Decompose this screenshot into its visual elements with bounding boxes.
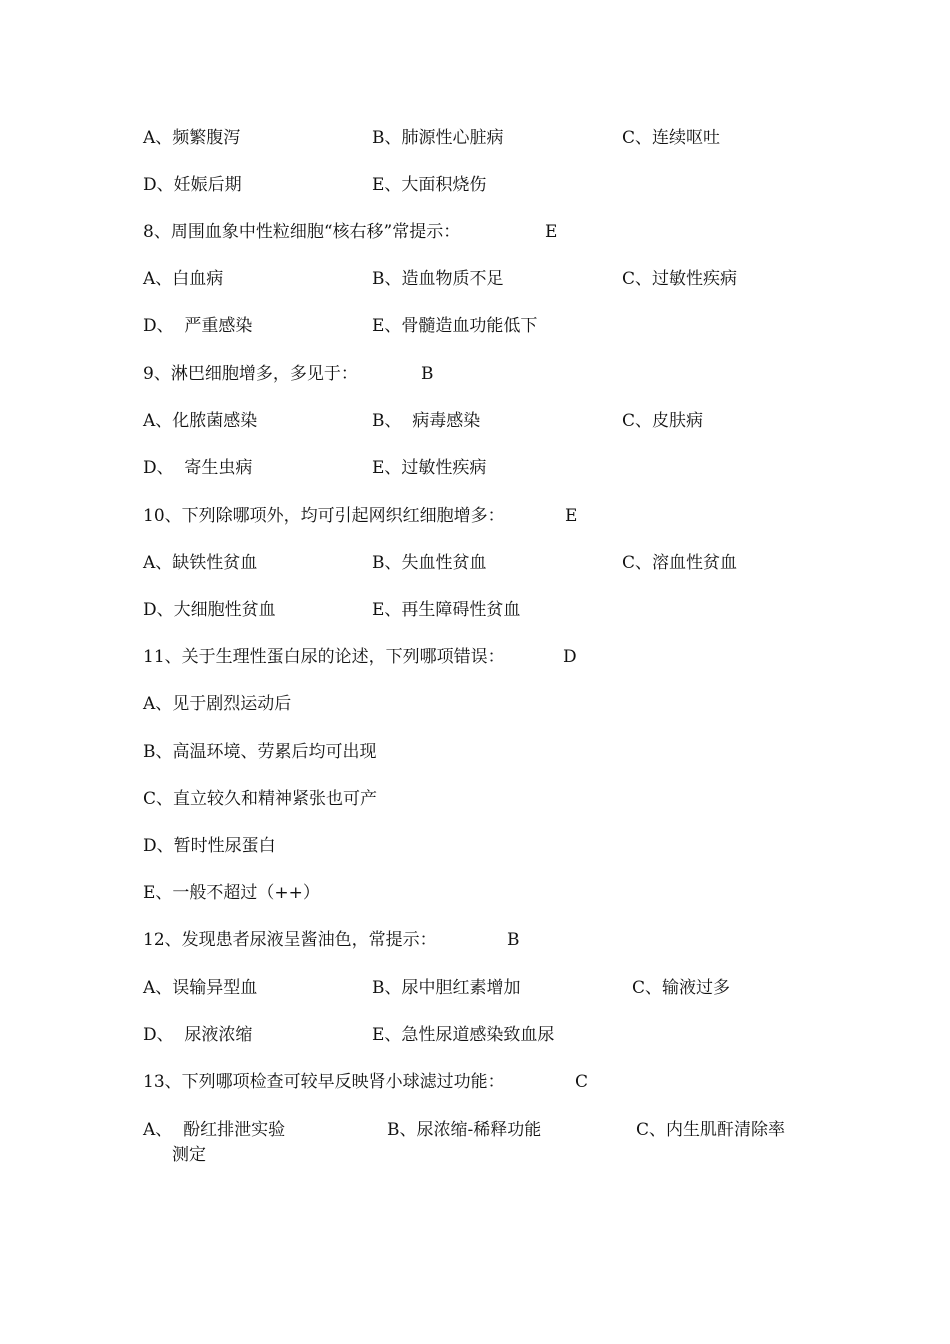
option-d: D、 严重感染 — [143, 316, 253, 336]
option-row — [0, 787, 950, 811]
answer-key: B — [507, 930, 520, 950]
option-e: E、一般不超过（++） — [143, 883, 320, 903]
option-row — [0, 834, 950, 858]
option-a: A、化脓菌感染 — [143, 411, 258, 431]
option-b: B、高温环境、劳累后均可出现 — [143, 742, 377, 762]
option-b: B、肺源性心脏病 — [372, 128, 504, 148]
option-d: D、妊娠后期 — [143, 175, 242, 195]
option-a: A、白血病 — [143, 269, 224, 289]
option-row — [0, 976, 950, 1000]
question-text: 12、发现患者尿液呈酱油色，常提示： — [143, 930, 437, 950]
question-text: 10、下列除哪项外，均可引起网织红细胞增多： — [143, 506, 505, 526]
option-a: A、缺铁性贫血 — [143, 553, 258, 573]
option-row — [0, 598, 950, 622]
option-b: B、 病毒感染 — [372, 411, 481, 431]
option-continuation: 测定 — [172, 1145, 206, 1165]
question-text: 13、下列哪项检查可较早反映肾小球滤过功能： — [143, 1072, 505, 1092]
option-e: E、急性尿道感染致血尿 — [372, 1025, 555, 1045]
option-row — [0, 173, 950, 197]
option-a: A、误输异型血 — [143, 978, 258, 998]
option-a: A、见于剧烈运动后 — [143, 694, 292, 714]
question-stem — [0, 362, 950, 386]
option-d: D、 寄生虫病 — [143, 458, 253, 478]
option-c: C、过敏性疾病 — [622, 269, 738, 289]
option-c: C、直立较久和精神紧张也可产 — [143, 789, 378, 809]
option-b: B、造血物质不足 — [372, 269, 504, 289]
option-row — [0, 1118, 950, 1142]
option-c: C、连续呕吐 — [622, 128, 721, 148]
option-b: B、尿浓缩-稀释功能 — [387, 1120, 542, 1140]
option-row — [0, 314, 950, 338]
option-a: A、频繁腹泻 — [143, 128, 241, 148]
question-text: 11、关于生理性蛋白尿的论述，下列哪项错误： — [143, 647, 505, 667]
option-row — [0, 409, 950, 433]
option-b: B、失血性贫血 — [372, 553, 487, 573]
option-row — [0, 881, 950, 905]
option-b: B、尿中胆红素增加 — [372, 978, 521, 998]
option-e: E、骨髓造血功能低下 — [372, 316, 538, 336]
option-row — [0, 267, 950, 291]
question-text: 9、淋巴细胞增多，多见于： — [143, 364, 358, 384]
option-row — [0, 692, 950, 716]
option-e: E、再生障碍性贫血 — [372, 600, 521, 620]
option-d: D、 尿液浓缩 — [143, 1025, 253, 1045]
answer-key: D — [563, 647, 577, 667]
option-d: D、大细胞性贫血 — [143, 600, 276, 620]
answer-key: C — [575, 1072, 589, 1092]
option-c: C、输液过多 — [632, 978, 731, 998]
option-row — [0, 456, 950, 480]
answer-key: B — [421, 364, 434, 384]
question-stem — [0, 645, 950, 669]
answer-key: E — [545, 222, 558, 242]
option-a: A、 酚红排泄实验 — [143, 1120, 286, 1140]
question-text: 8、周围血象中性粒细胞“核右移”常提示： — [143, 222, 461, 242]
option-e: E、大面积烧伤 — [372, 175, 487, 195]
option-e: E、过敏性疾病 — [372, 458, 487, 478]
option-d: D、暂时性尿蛋白 — [143, 836, 276, 856]
question-stem — [0, 1070, 950, 1094]
question-stem — [0, 220, 950, 244]
option-row — [0, 1023, 950, 1047]
option-c: C、皮肤病 — [622, 411, 704, 431]
option-c: C、溶血性贫血 — [622, 553, 738, 573]
question-stem — [0, 928, 950, 952]
question-stem — [0, 504, 950, 528]
option-c: C、内生肌酐清除率 — [636, 1120, 786, 1140]
option-row — [0, 126, 950, 150]
answer-key: E — [565, 506, 578, 526]
option-row — [0, 740, 950, 764]
option-row — [0, 551, 950, 575]
